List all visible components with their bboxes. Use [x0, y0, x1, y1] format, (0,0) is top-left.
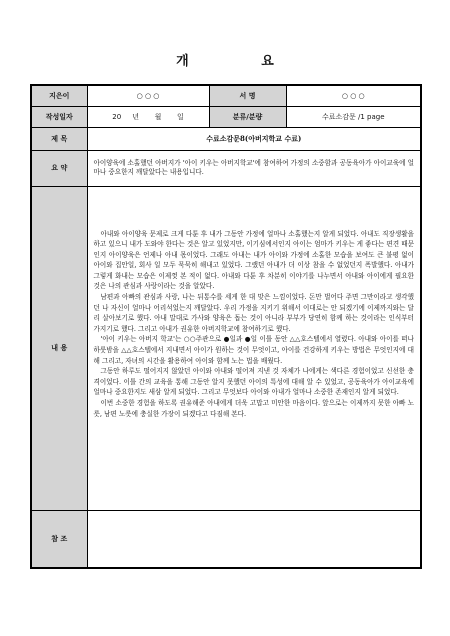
subject-label: 제 목	[31, 127, 87, 150]
page-title: 개 요	[176, 54, 308, 69]
summary-row	[31, 150, 421, 186]
author-value: ○ ○ ○	[87, 85, 209, 106]
content-row	[31, 186, 421, 510]
author-row	[31, 85, 421, 106]
date-row	[31, 106, 421, 127]
content-paragraph: 이번 소중한 경험을 하도록 권유해준 아내에게 더욱 고맙고 미안한 마음이다. 앞으로는 이제까지 못한 아빠 노릇, 남편 노릇에 충실한 가장이 되겠다고 다짐해 본다.	[93, 399, 414, 418]
content-paragraph: 아내와 아이양육 문제로 크게 다툰 후 내가 그동안 가정에 얼마나 소홀했는지 알게 되었다. 아내도 직장생활을 하고 있으니 내가 도와야 한다는 것은 알고 있었지만, 이기심에서인지 아이는 엄마가 키우는 게 좋다는 편견 때문인지 아이양육은 언제나 아내 몫이었다. 그래도 아내는 내가 아이와 가정에 소홀한 모습을 보여도 큰 불평 없이 아이와 집안일, 회사 일 모두 묵묵히 해내고 있었다. 그랬던 아내가 더 이상 참을 수 없었던지 폭발했다. 아내가 그렇게 화내는 모습은 이제껏 본 적이 없다. 아내와 다툰 후 차분히 이야기를 나누면서 아내와 아이에게 필요한 것은 나의 관심과 사랑이라는 것을 알았다.	[93, 229, 414, 291]
date-year: 20	[112, 112, 122, 121]
summary-form-table	[30, 84, 422, 569]
reference-value	[87, 510, 421, 568]
date-day-unit: 일	[176, 112, 184, 121]
reference-label: 참 조	[31, 510, 87, 568]
date-year-unit: 년	[132, 112, 140, 121]
reference-row	[31, 510, 421, 568]
date-label: 작성일자	[31, 106, 87, 127]
date-month-unit: 월	[154, 112, 162, 121]
author-label: 지은이	[31, 85, 87, 106]
summary-value: 아이양육에 소홀했던 아버지가 '아이 키우는 아버지학교'에 참여하여 가정의 소중함과 공동육아가 아이교육에 얼마나 중요한지 깨달았다는 내용입니다.	[87, 150, 421, 186]
date-value	[87, 106, 209, 127]
content-paragraph: '아이 키우는 아버지 학교'는 ○○주관으로 ●일과 ●일 이틀 동안 △△호스텔에서 열렸다. 아내와 아이를 떠나 하룻밤을 △△호스텔에서 지내면서 아이가 원하는 것이 무엇이고, 아이를 건강하게 키우는 방법은 무엇인지에 대해 그리고, 자녀의 시간을 활용하여 아이와 함께 노는 법을 배웠다.	[93, 335, 414, 365]
content-body	[87, 186, 421, 510]
content-paragraph: 남편과 아빠의 관심과 사랑, 나는 뒤통수를 세게 한 대 맞은 느낌이었다. 돈만 벌어다 주면 그만이라고 생각했던 나 자신이 얼마나 어리석었는지 깨달았다. 우리 가정을 지키기 위해서 이대로는 안 되겠기에 이제까지와는 달리 살아보기로 했다. 아내 말대로 가사와 양육은 돕는 것이 아니라 부부가 당연히 함께 하는 것이라는 인식부터 가지기로 했다. 그리고 아내가 권유한 아버지학교에 참여하기로 했다.	[93, 293, 414, 333]
signature-label: 서 명	[209, 85, 286, 106]
content-paragraph: 그동안 하루도 떨어지지 않았던 아이와 아내와 떨어져 지낸 것 자체가 나에게는 색다른 경험이었고 신선한 충격이었다. 이틀 간의 교육을 통해 그동안 알지 못했던 아이의 특성에 대해 알 수 있었고, 공동육아가 아이교육에 얼마나 중요한지도 새삼 알게 되었다. 그리고 무엇보다 아이와 아내가 얼마나 소중한 존재인지 알게 되었다.	[93, 367, 414, 397]
content-label: 내 용	[31, 186, 87, 510]
signature-value: ○ ○ ○	[286, 85, 421, 106]
category-label: 분류/분량	[209, 106, 286, 127]
subject-row	[31, 127, 421, 150]
subject-value: 수료소감문8(아버지학교 수료)	[87, 127, 421, 150]
summary-label: 요 약	[31, 150, 87, 186]
category-value: 수료소감문 /1 page	[286, 106, 421, 127]
